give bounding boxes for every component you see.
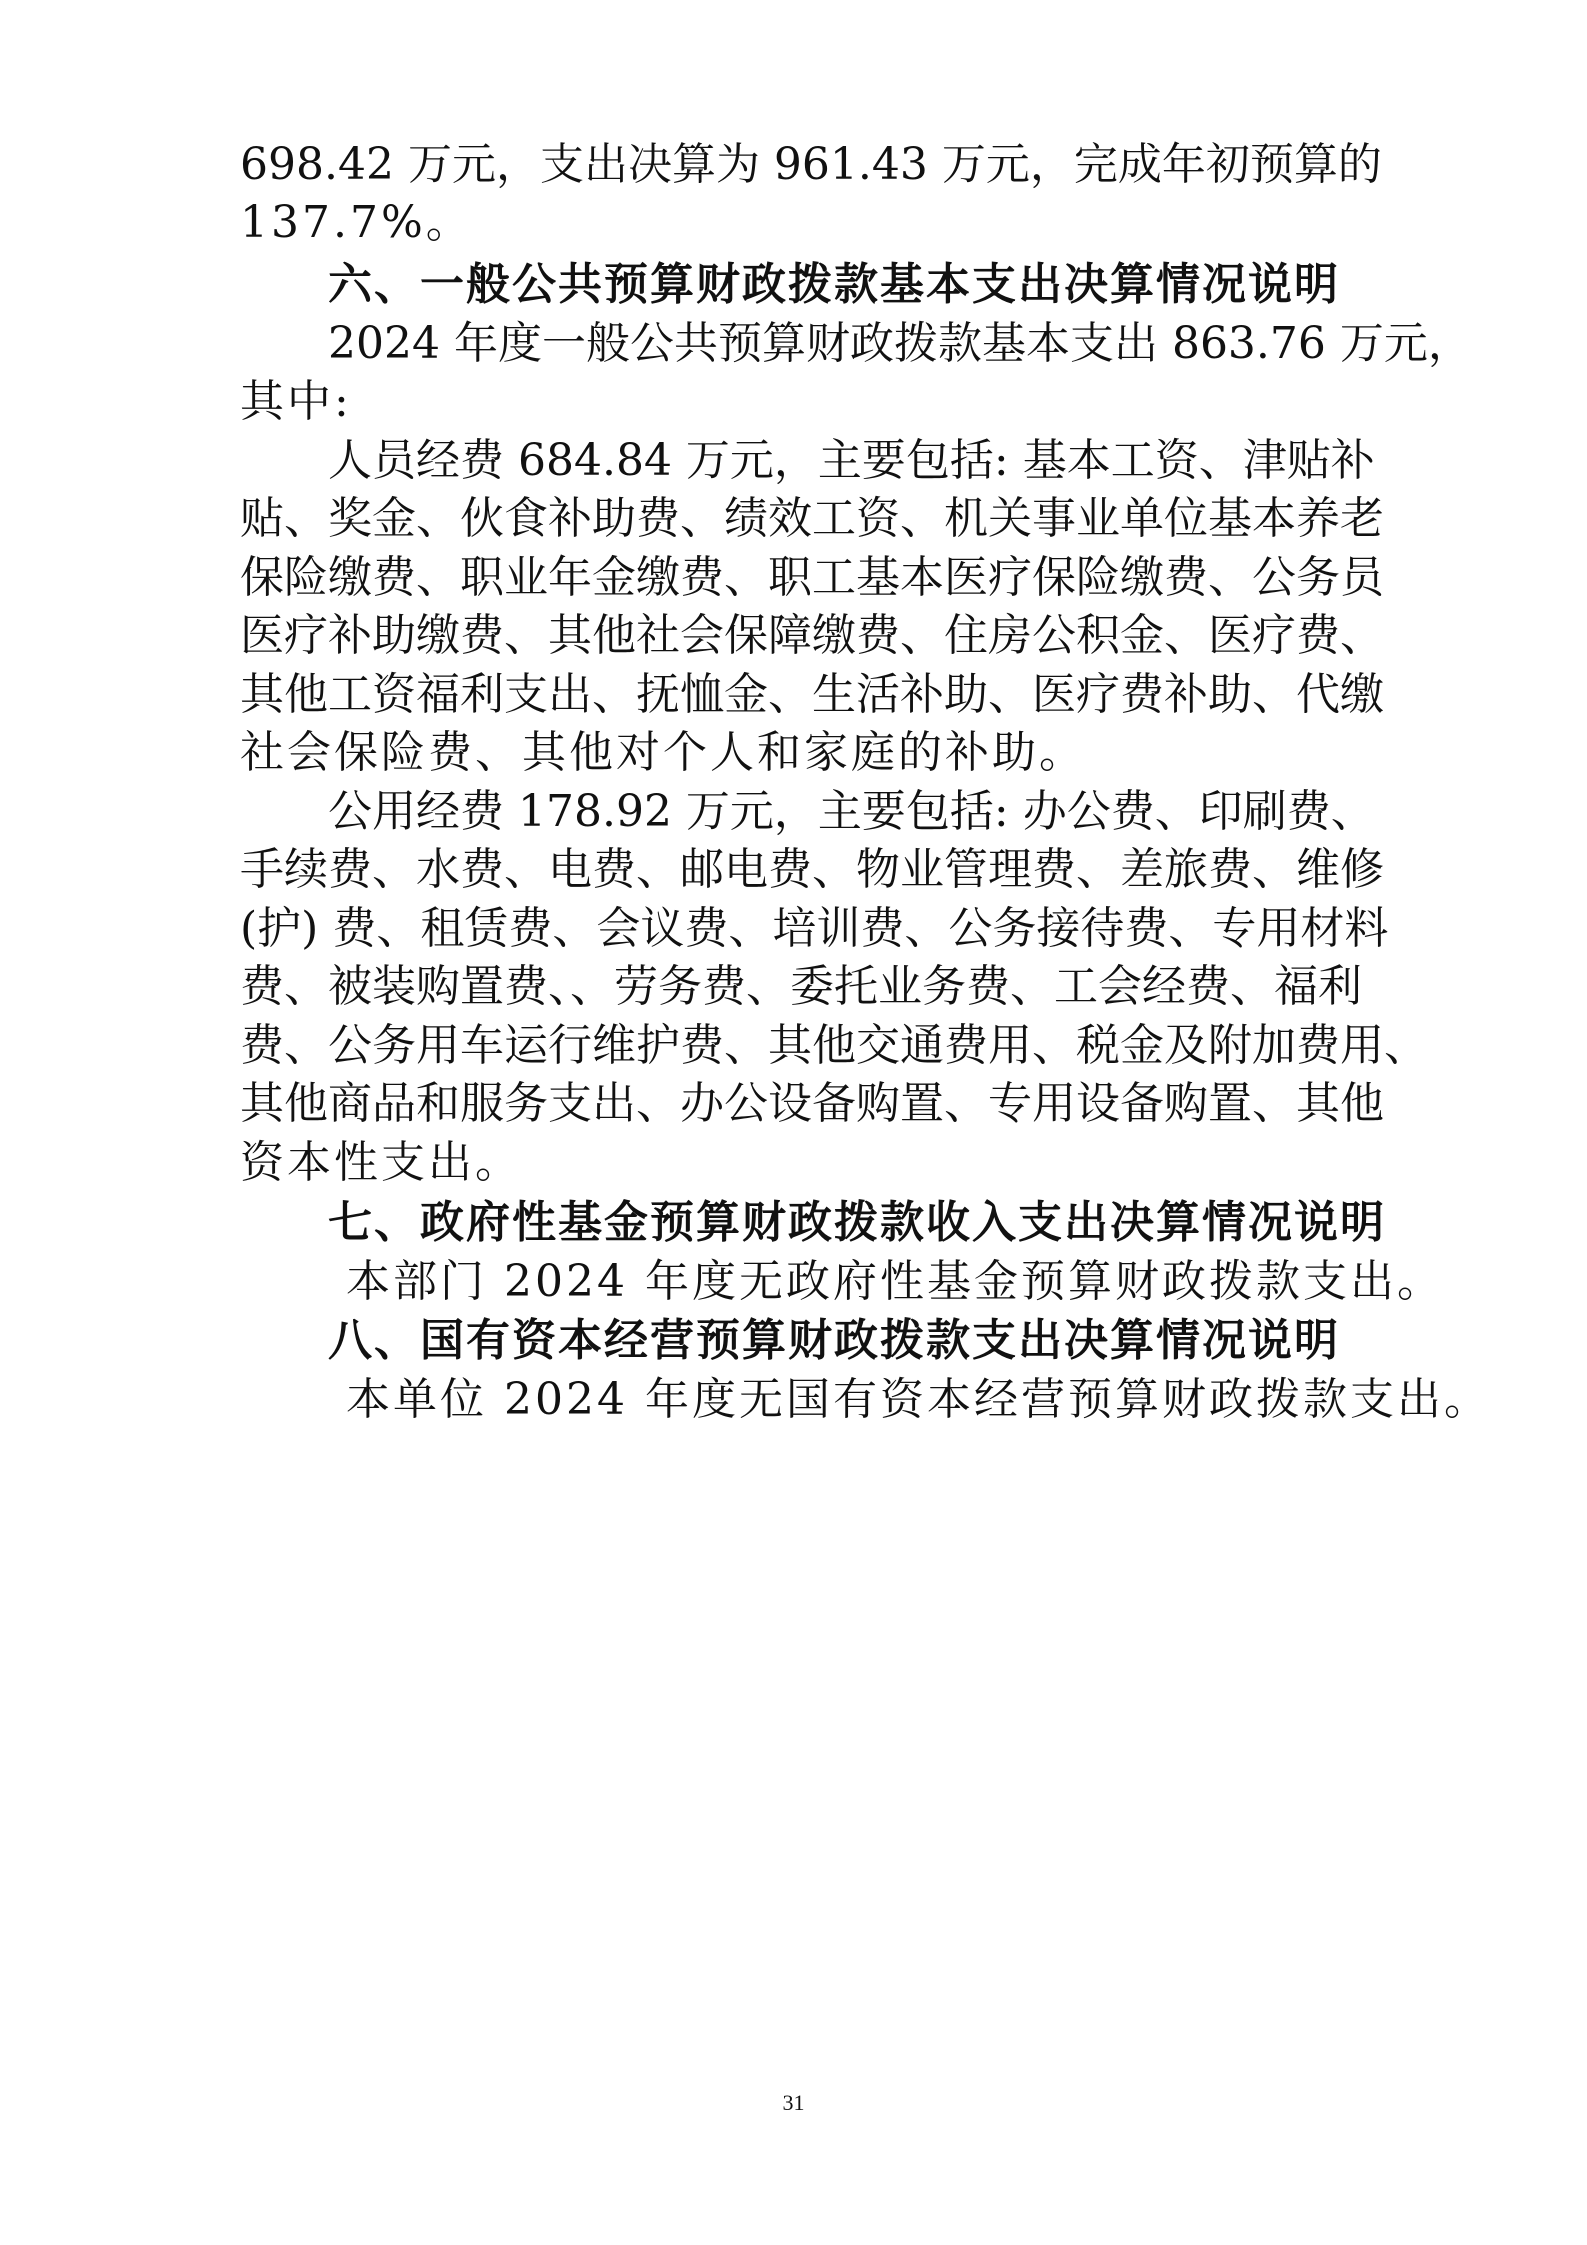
page-number: 31 (782, 2090, 805, 2115)
text-line: 其他商品和服务支出、办公设备购置、专用设备购置、其他 (240, 1078, 1384, 1129)
text-line: 费、公务用车运行维护费、其他交通费用、税金及附加费用、 (240, 1020, 1428, 1071)
text-line: 本部门 2024 年度无政府性基金预算财政拨款支出。 (346, 1256, 1444, 1307)
text-line: 公用经费 178.92 万元，主要包括: 办公费、印刷费、 (328, 786, 1375, 837)
text-line: 费、被装购置费、、劳务费、委托业务费、工会经费、福利 (240, 961, 1362, 1012)
text-line: 资本性支出。 (240, 1137, 522, 1188)
text-line: 其他工资福利支出、抚恤金、生活补助、医疗费补助、代缴 (240, 669, 1384, 720)
text-line: 137.7%。 (240, 197, 473, 248)
text-line: 本单位 2024 年度无国有资本经营预算财政拨款支出。 (346, 1374, 1491, 1425)
text-line: 手续费、水费、电费、邮电费、物业管理费、差旅费、维修 (240, 844, 1384, 895)
text-line: (护) 费、租赁费、会议费、培训费、公务接待费、专用材料 (240, 903, 1389, 954)
text-line: 2024 年度一般公共预算财政拨款基本支出 863.76 万元， (328, 318, 1472, 369)
text-line: 698.42 万元，支出决算为 961.43 万元，完成年初预算的 (240, 139, 1382, 190)
section-heading-8: 八、国有资本经营预算财政拨款支出决算情况说明 (328, 1315, 1340, 1366)
text-line: 贴、奖金、伙食补助费、绩效工资、机关事业单位基本养老 (240, 493, 1384, 544)
text-line: 医疗补助缴费、其他社会保障缴费、住房公积金、医疗费、 (240, 610, 1384, 661)
text-line: 保险缴费、职业年金缴费、职工基本医疗保险缴费、公务员 (240, 552, 1384, 603)
text-line: 人员经费 684.84 万元，主要包括: 基本工资、津贴补 (328, 435, 1375, 486)
section-heading-6: 六、一般公共预算财政拨款基本支出决算情况说明 (328, 259, 1340, 310)
section-heading-7: 七、政府性基金预算财政拨款收入支出决算情况说明 (328, 1197, 1386, 1248)
text-line: 其中: (240, 376, 352, 427)
text-line: 社会保险费、其他对个人和家庭的补助。 (240, 727, 1086, 778)
